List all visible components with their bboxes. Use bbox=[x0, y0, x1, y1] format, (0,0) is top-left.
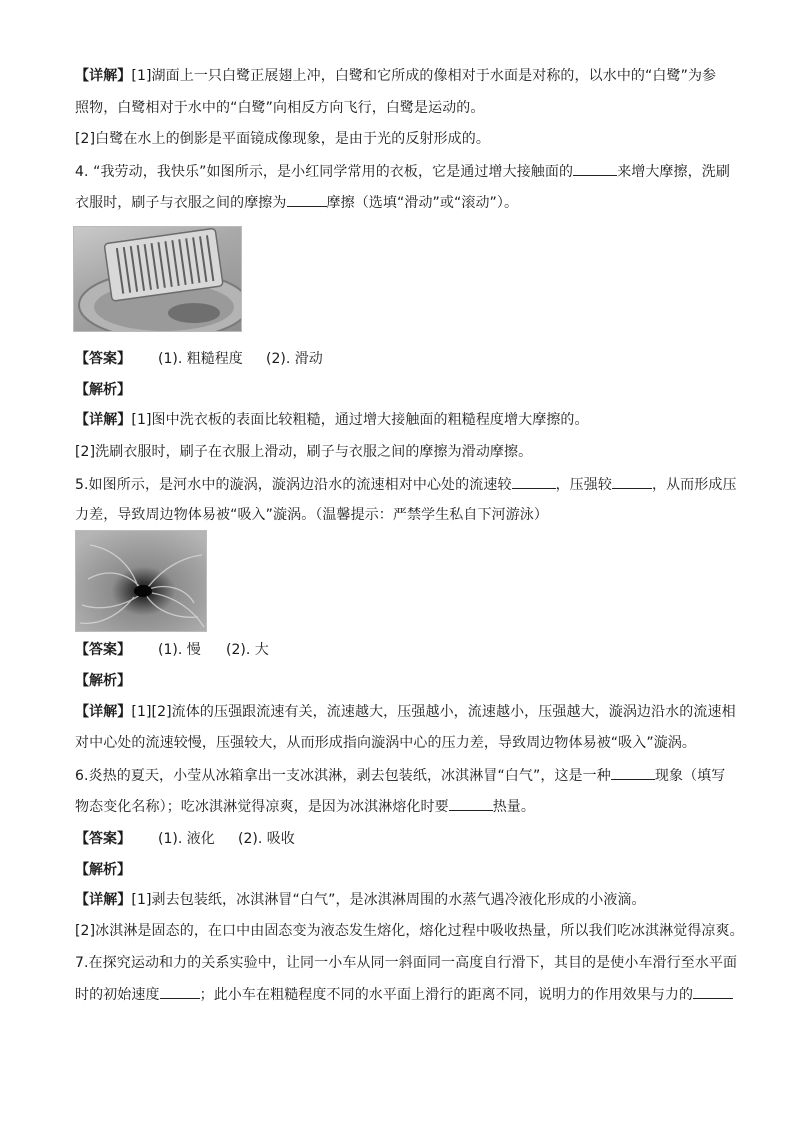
answer-label: 【答案】 bbox=[75, 831, 131, 847]
q4-detail-line-2: [2]洗刷衣服时，刷子在衣服上滑动，刷子与衣服之间的摩擦为滑动摩擦。 bbox=[75, 444, 533, 460]
answer-blank bbox=[287, 192, 327, 207]
q5-stem-line-2: 力差，导致周边物体易被“吸入”漩涡。（温馨提示：严禁学生私自下河游泳） bbox=[75, 507, 549, 523]
q5-stem-line-1: 5.如图所示，是河水中的漩涡，漩涡边沿水的流速相对中心处的流速较 ，压强较 ，从而形成压 bbox=[75, 474, 737, 495]
washboard-photo bbox=[73, 226, 242, 332]
q5-detail-line-1: 【详解】[1][2]流体的压强跟流速有关，流速越大，压强越小，流速越小，压强越大，漩涡边沿水的流速相 bbox=[75, 704, 736, 720]
q6-answer-1: (1). 液化 bbox=[158, 831, 215, 847]
answer-blank bbox=[573, 161, 617, 176]
whirlpool-image bbox=[76, 531, 206, 631]
q5-detail-line-2: 对中心处的流速较慢，压强较大，从而形成指向漩涡中心的压力差，导致周边物体易被“吸入”漩涡。 bbox=[75, 735, 697, 751]
q4-stem-line-1: 4. “我劳动，我快乐”如图所示，是小红同学常用的衣板，它是通过增大接触面的 来增大摩擦，洗刷 bbox=[75, 161, 730, 182]
q3-detail-line-3: [2]白鹭在水上的倒影是平面镜成像现象，是由于光的反射形成的。 bbox=[75, 131, 490, 147]
analysis-label: 【解析】 bbox=[75, 382, 131, 398]
q6-stem-line-2: 物态变化名称）；吃冰淇淋觉得凉爽，是因为冰淇淋熔化时要 热量。 bbox=[75, 796, 535, 817]
q3-detail-line-1: 【详解】[1]湖面上一只白鹭正展翅上冲，白鹭和它所成的像相对于水面是对称的，以水中的“白鹭”为参 bbox=[75, 68, 717, 84]
detail-label: 【详解】 bbox=[75, 68, 132, 84]
answer-blank bbox=[612, 474, 652, 489]
q6-detail-line-1: 【详解】[1]剥去包装纸，冰淇淋冒“白气”，是冰淇淋周围的水蒸气遇冷液化形成的小液滴。 bbox=[75, 892, 646, 908]
q3-detail-line-2: 照物，白鹭相对于水中的“白鹭”向相反方向飞行，白鹭是运动的。 bbox=[75, 100, 485, 116]
q6-detail-line-2: [2]冰淇淋是固态的，在口中由固态变为液态发生熔化，熔化过程中吸收热量，所以我们吃冰淇淋觉得凉爽。 bbox=[75, 923, 744, 939]
q4-detail-line-1: 【详解】[1]图中洗衣板的表面比较粗糙，通过增大接触面的粗糙程度增大摩擦的。 bbox=[75, 412, 589, 428]
answer-blank bbox=[512, 474, 556, 489]
answer-blank bbox=[611, 765, 655, 780]
q6-answer-2: (2). 吸收 bbox=[238, 831, 295, 847]
analysis-label: 【解析】 bbox=[75, 673, 131, 689]
washboard-image bbox=[74, 227, 241, 331]
answer-label: 【答案】 bbox=[75, 351, 131, 367]
answer-label: 【答案】 bbox=[75, 642, 131, 658]
q6-stem-line-1: 6.炎热的夏天，小莹从冰箱拿出一支冰淇淋，剥去包装纸，冰淇淋冒“白气”，这是一种 现象（填写 bbox=[75, 765, 725, 786]
q4-answer-1: (1). 粗糙程度 bbox=[158, 351, 243, 367]
answer-blank bbox=[449, 796, 493, 811]
whirlpool-photo bbox=[75, 530, 207, 632]
answer-blank bbox=[693, 984, 733, 999]
q5-answer-2: (2). 大 bbox=[226, 642, 269, 658]
analysis-label: 【解析】 bbox=[75, 862, 131, 878]
q7-stem-line-1: 7.在探究运动和力的关系实验中，让同一小车从同一斜面同一高度自行滑下，其目的是使小车滑行至水平面 bbox=[75, 955, 738, 971]
q4-answer-2: (2). 滑动 bbox=[266, 351, 323, 367]
q4-stem-line-2: 衣服时，刷子与衣服之间的摩擦为 摩擦（选填“滑动”或“滚动”）。 bbox=[75, 192, 518, 213]
answer-blank bbox=[160, 984, 200, 999]
q5-answer-1: (1). 慢 bbox=[158, 642, 201, 658]
q7-stem-line-2: 时的初始速度 ；此小车在粗糙程度不同的水平面上滑行的距离不同，说明力的作用效果与力的 bbox=[75, 984, 733, 1005]
